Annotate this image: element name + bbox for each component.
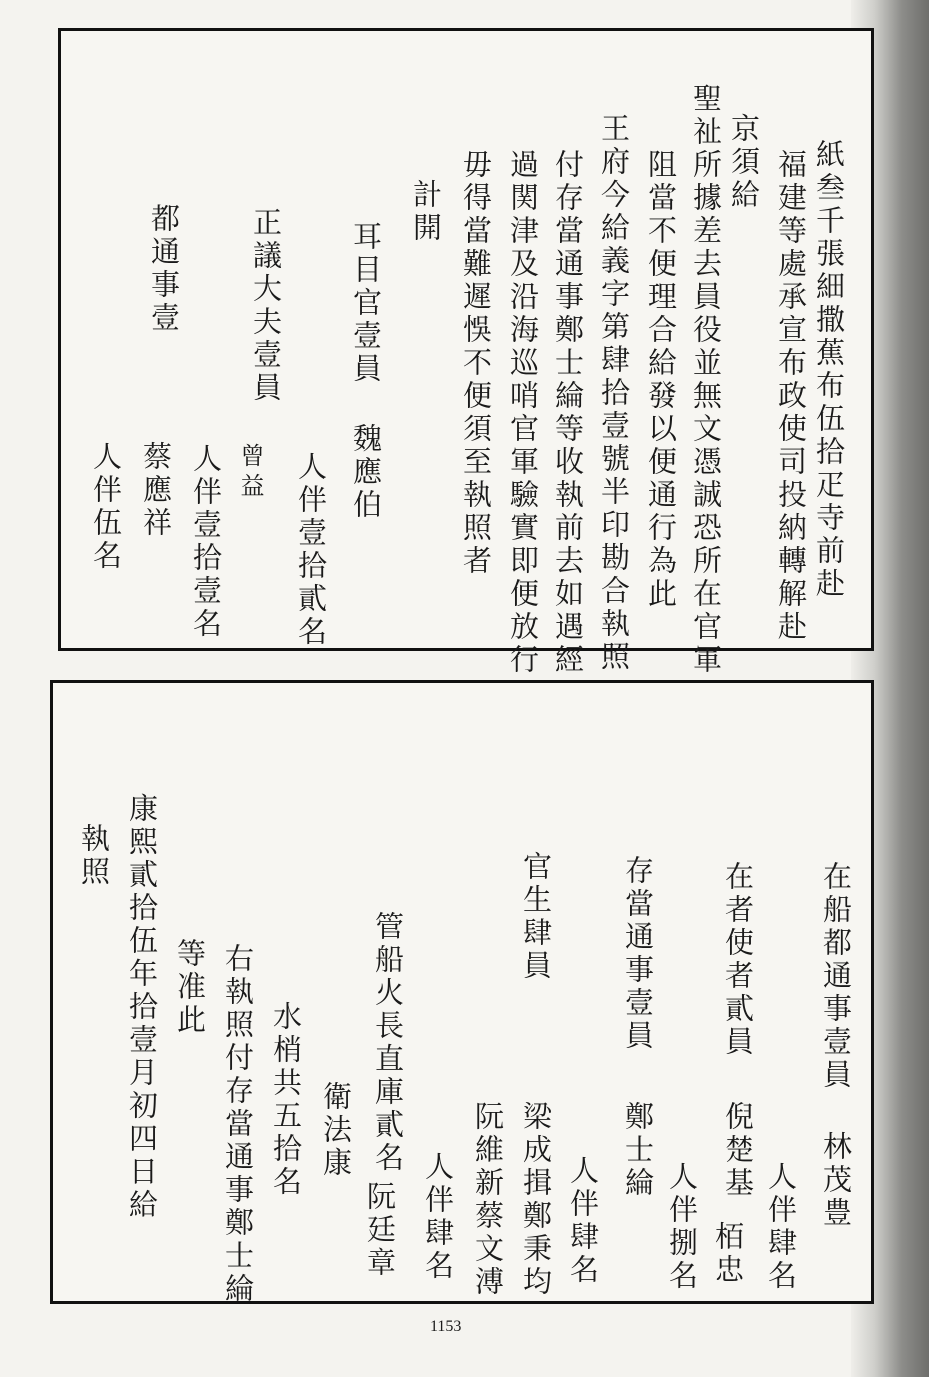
text-column: 都通事壹 <box>147 203 181 335</box>
text-column: 衛法康 <box>319 1081 353 1180</box>
text-column: 人伴肆名 <box>566 1155 600 1287</box>
text-column: 正議大夫壹員 <box>249 207 283 405</box>
text-column: 等准此 <box>173 938 207 1037</box>
text-column: 水梢共五拾名 <box>269 1001 303 1199</box>
text-column: 人伴肆名 <box>421 1151 455 1283</box>
text-column: 梁成揖鄭秉均 <box>519 1101 553 1299</box>
text-column: 人伴壹拾貳名 <box>294 451 328 649</box>
text-column: 管船火長直庫貳名 <box>371 911 405 1175</box>
text-column: 官生肆員 <box>519 851 553 983</box>
text-column: 存當通事壹員 <box>621 855 655 1053</box>
text-column: 過関津及沿海巡哨官軍驗實即便放行 <box>506 149 540 677</box>
text-column: 康熙貳拾伍年拾壹月初四日給 <box>125 793 159 1222</box>
bottom-document-panel <box>50 680 874 1304</box>
text-column: 右執照付存當通事鄭士綸 <box>221 943 255 1306</box>
text-column: 計開 <box>409 179 443 245</box>
text-column: 王府今給義字第肆拾壹號半印勘合執照 <box>597 113 631 674</box>
text-column: 林茂豊 <box>819 1131 853 1230</box>
text-column: 在船都通事壹員 <box>819 861 853 1092</box>
text-column: 福建等處承宣布政使司投納轉解赴 <box>774 149 808 644</box>
text-column: 聖祉所據差去員役並無文憑誠恐所在官軍 <box>689 83 723 677</box>
text-column: 人伴捌名 <box>665 1161 699 1293</box>
text-column: 鄭士綸 <box>621 1101 655 1200</box>
text-column: 阮維新蔡文溥 <box>471 1101 505 1299</box>
text-column: 蔡應祥 <box>139 441 173 540</box>
text-column: 人伴壹拾壹名 <box>189 443 223 641</box>
text-column: 執照 <box>77 823 111 889</box>
top-document-panel <box>58 28 874 677</box>
page-number: 1153 <box>430 1318 462 1335</box>
text-column: 人伴肆名 <box>764 1161 798 1293</box>
text-column: 紙叁千張細撒蕉布伍拾疋寺前赴 <box>812 139 846 601</box>
text-column: 毋得當難遲悞不便須至執照者 <box>459 149 493 578</box>
text-column: 阮廷章 <box>363 1181 397 1280</box>
text-column: 曾益 <box>236 443 264 503</box>
text-column: 人伴伍名 <box>89 441 123 573</box>
text-column: 在者使者貳員 <box>721 861 755 1059</box>
text-column: 魏應伯 <box>349 423 383 522</box>
text-column: 栢忠 <box>711 1221 745 1287</box>
text-column: 倪楚基 <box>721 1101 755 1200</box>
text-column: 耳目官壹員 <box>349 221 383 386</box>
text-column: 阻當不便理合給發以便通行為此 <box>644 149 678 611</box>
text-column: 京須給 <box>727 113 761 212</box>
text-column: 付存當通事鄭士綸等收執前去如遇經 <box>551 149 585 677</box>
